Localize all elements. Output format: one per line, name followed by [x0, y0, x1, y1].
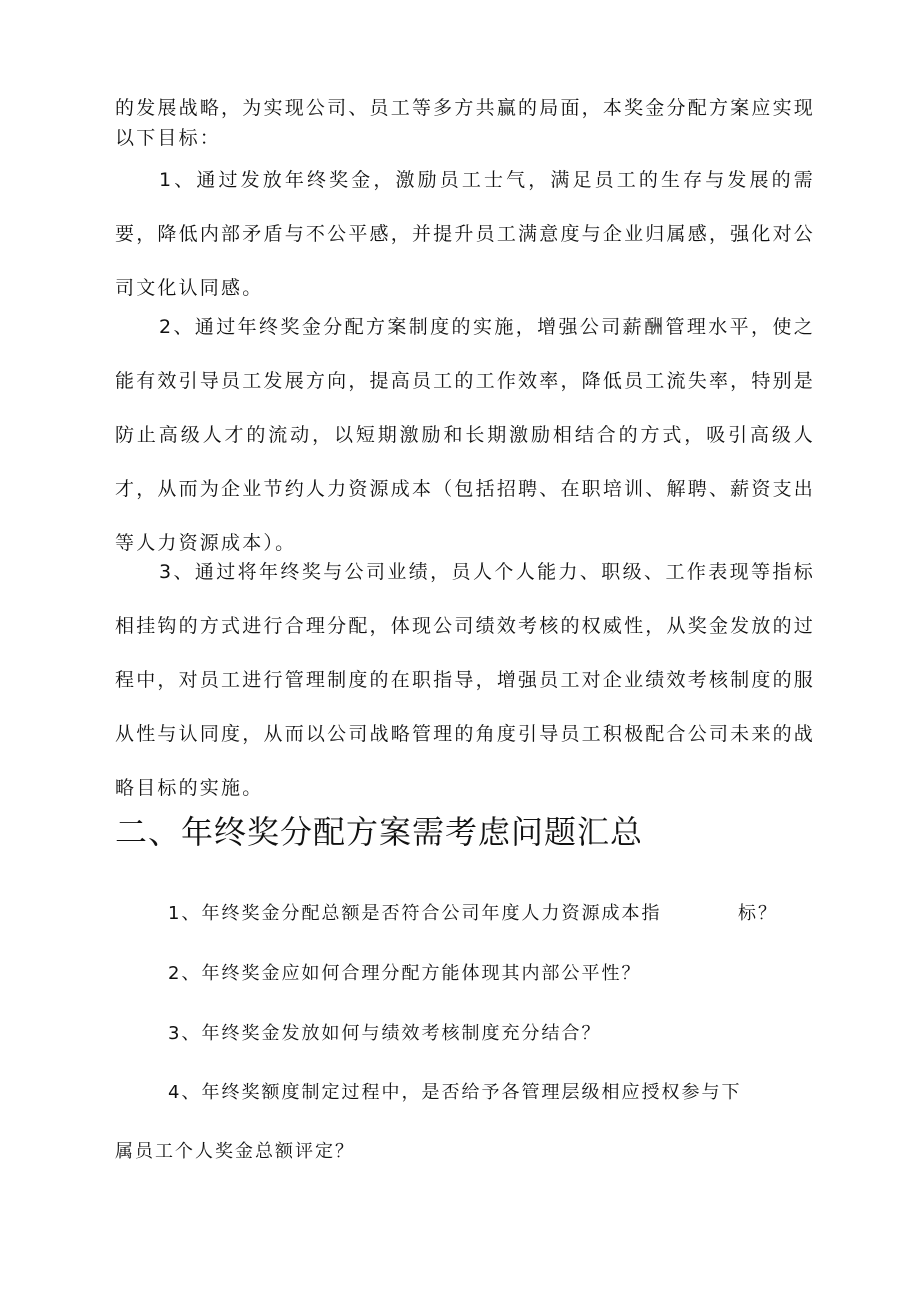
question-item-1-tail: 标？ — [738, 903, 778, 924]
question-item-1: 1、年终奖金分配总额是否符合公司年度人力资源成本指 — [168, 903, 662, 924]
question-item-2: 2、年终奖金应如何合理分配方能体现其内部公平性？ — [168, 963, 642, 984]
intro-paragraph: 的发展战略，为实现公司、员工等多方共赢的局面，本奖金分配方案应实现以下目标： — [115, 97, 815, 149]
question-item-4: 4、年终奖额度制定过程中，是否给予各管理层级相应授权参与下 — [168, 1082, 742, 1103]
section-heading: 二、年终奖分配方案需考虑问题汇总 — [115, 813, 644, 851]
goal-item-2: 2、通过年终奖金分配方案制度的实施，增强公司薪酬管理水平，使之能有效引导员工发展方向，提高员工的工作效率，降低员工流失率，特别是防止高级人才的流动，以短期激励和长期激励相结合的方式，吸引高级人才，从而为企业节约人力资源成本（包括招聘、在职培训、解聘、薪资支出等人力资源成本）。 — [115, 316, 815, 554]
goal-item-3: 3、通过将年终奖与公司业绩，员人个人能力、职级、工作表现等指标相挂钩的方式进行合理分配，体现公司绩效考核的权威性，从奖金发放的过程中，对员工进行管理制度的在职指导，增强员工对企业绩效考核制度的服从性与认同度，从而以公司战略管理的角度引导员工积极配合公司未来的战略目标的实施。 — [115, 561, 815, 799]
question-item-3: 3、年终奖金发放如何与绩效考核制度充分结合？ — [168, 1023, 602, 1044]
question-item-4-continuation: 属员工个人奖金总额评定？ — [115, 1141, 355, 1162]
goal-item-1: 1、通过发放年终奖金，激励员工士气，满足员工的生存与发展的需要，降低内部矛盾与不公平感，并提升员工满意度与企业归属感，强化对公司文化认同感。 — [115, 169, 815, 299]
